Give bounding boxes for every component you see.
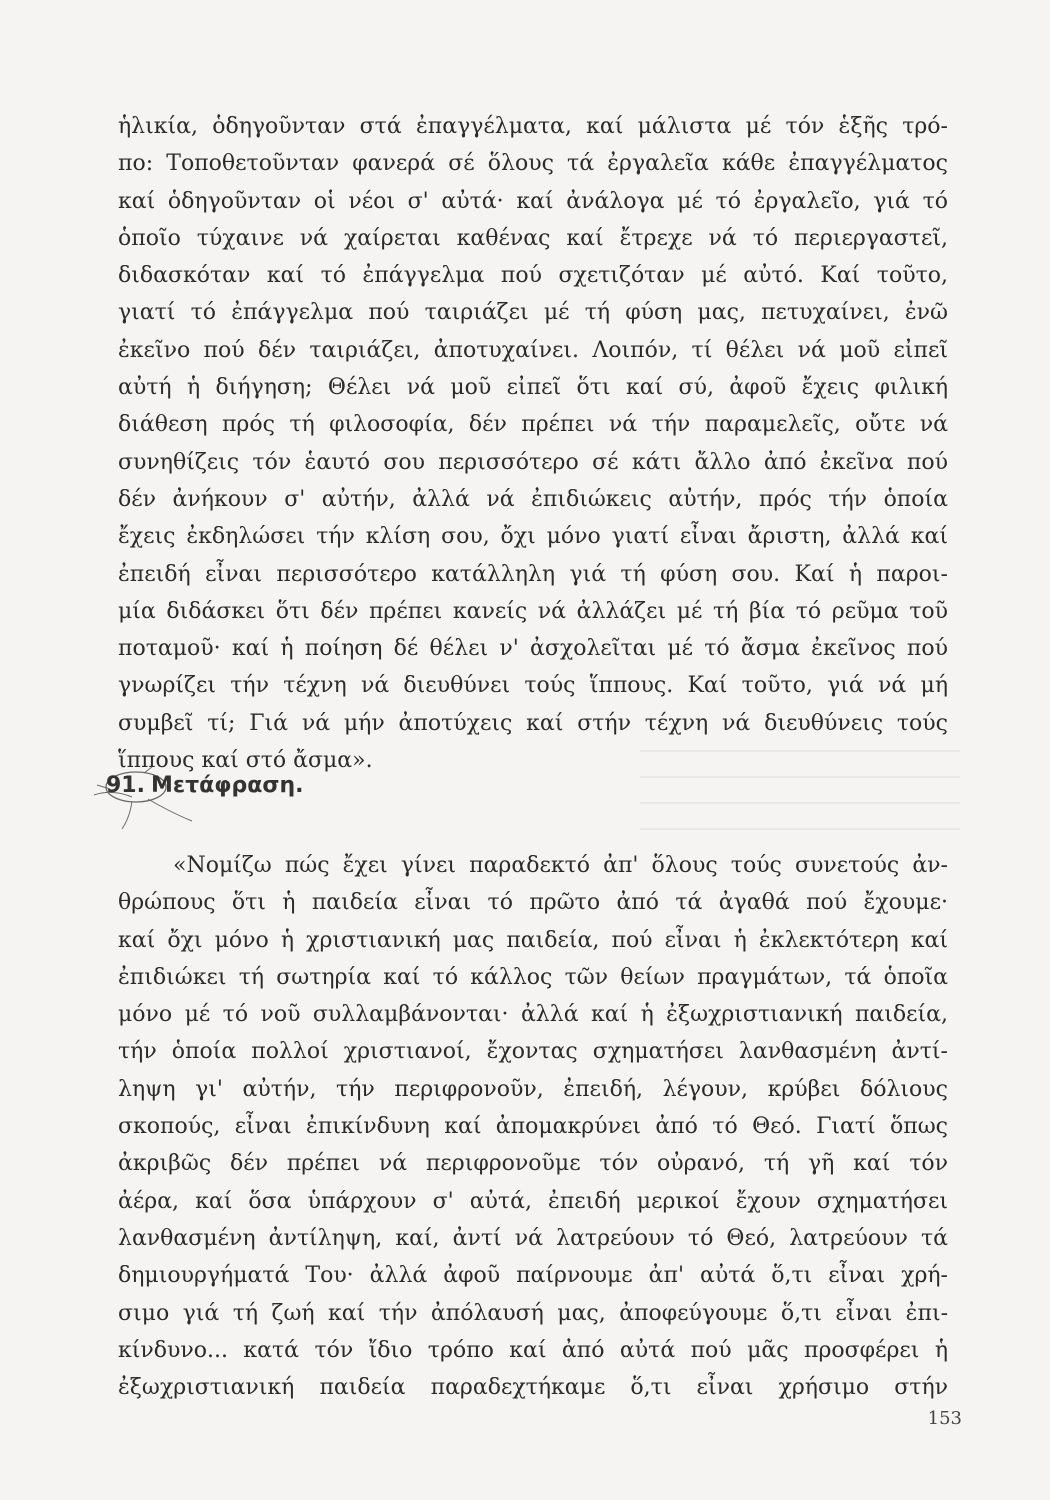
text-line: σιμο γιά τή ζωή καί τήν ἀπόλαυσή μας, ἀποφεύγουμε ὅ,τι εἶναι ἐπι- <box>118 1300 948 1326</box>
text-line: ἡλικία, ὁδηγοῦνταν στά ἐπαγγέλματα, καί μάλιστα μέ τόν ἑξῆς τρό- <box>118 114 948 139</box>
text-line: ἐπιδιώκει τή σωτηρία καί τό κάλλος τῶν θείων πραγμάτων, τά ὁποῖα <box>118 964 948 990</box>
text-line: πο: Τοποθετοῦνταν φανερά σέ ὅλους τά ἐργαλεῖα κάθε ἐπαγγέλματος <box>118 151 948 177</box>
text-line: ἔχεις ἐκδηλώσει τήν κλίση σου, ὄχι μόνο γιατί εἶναι ἄριστη, ἀλλά καί <box>118 524 948 550</box>
text-line: μία διδάσκει ὅτι δέν πρέπει κανείς νά ἀλλάζει μέ τή βία τό ρεῦμα τοῦ <box>118 598 948 624</box>
text-line: ἀκριβῶς δέν πρέπει νά περιφρονοῦμε τόν οὐρανό, τή γῆ καί τόν <box>118 1151 948 1177</box>
text-line: μόνο μέ τό νοῦ συλλαμβάνονται· ἀλλά καί ἡ ἐξωχριστιανική παιδεία, <box>118 1002 948 1028</box>
text-line: τήν ὁποία πολλοί χριστιανοί, ἔχοντας σχηματήσει λανθασμένη ἀντί- <box>118 1039 948 1065</box>
text-line: γιατί τό ἐπάγγελμα πού ταιριάζει μέ τή φύση μας, πετυχαίνει, ἐνῶ <box>118 300 948 326</box>
text-line: καί ὄχι μόνο ἡ χριστιανική μας παιδεία, πού εἶναι ἡ ἐκλεκτότερη καί <box>118 927 948 953</box>
section-heading <box>92 765 432 825</box>
text-line: ἐξωχριστιανική παιδεία παραδεχτήκαμε ὅ,τι εἶναι χρήσιμο στήν <box>118 1375 948 1401</box>
section-title-text: Μετάφραση. <box>150 773 304 798</box>
text-line: αὐτή ἡ διήγηση; Θέλει νά μοῦ εἰπεῖ ὅτι καί σύ, ἀφοῦ ἔχεις φιλική <box>118 375 948 401</box>
text-line: κίνδυνο... κατά τόν ἴδιο τρόπο καί ἀπό αὐτά πού μᾶς προσφέρει ἡ <box>118 1337 948 1363</box>
text-line: ποταμοῦ· καί ἡ ποίηση δέ θέλει ν' ἀσχολεῖται μέ τό ἄσμα ἐκεῖνος πού <box>118 636 948 662</box>
text-line: δέν ἀνήκουν σ' αὐτήν, ἀλλά νά ἐπιδιώκεις αὐτήν, πρός τήν ὁποία <box>118 486 948 512</box>
text-line: ἐπειδή εἶναι περισσότερο κατάλληλη γιά τή φύση σου. Καί ἡ παροι- <box>118 561 948 587</box>
text-line: θρώπους ὅτι ἡ παιδεία εἶναι τό πρῶτο ἀπό τά ἀγαθά πού ἔχουμε· <box>118 890 948 916</box>
text-line: δημιουργήματά Του· ἀλλά ἀφοῦ παίρνουμε ἀπ' αὐτά ὅ,τι εἶναι χρή- <box>118 1263 948 1289</box>
section-number: 91. <box>106 773 145 798</box>
text-line: ληψη γι' αὐτήν, τήν περιφρονοῦν, ἐπειδή, λέγουν, κρύβει δόλιους <box>118 1076 948 1102</box>
paragraph-1 <box>118 108 948 779</box>
text-line: καί ὁδηγοῦνταν οἱ νέοι σ' αὐτά· καί ἀνάλογα μέ τό ἐργαλεῖο, γιά τό <box>118 188 948 214</box>
text-line: ἵππους καί στό ἄσμα». <box>118 748 373 774</box>
section-title <box>106 773 304 798</box>
text-line: διδασκόταν καί τό ἐπάγγελμα πού σχετιζόταν μέ αὐτό. Καί τοῦτο, <box>118 263 948 289</box>
text-line: συμβεῖ τί; Γιά νά μήν ἀποτύχεις καί στήν τέχνη νά διευθύνεις τούς <box>118 710 948 736</box>
text-line: λανθασμένη ἀντίληψη, καί, ἀντί νά λατρεύουν τό Θεό, λατρεύουν τά <box>118 1225 948 1251</box>
text-line: ὁποῖο τύχαινε νά χαίρεται καθένας καί ἔτρεχε νά τό περιεργαστεῖ, <box>118 225 948 251</box>
text-line: σκοπούς, εἶναι ἐπικίνδυνη καί ἀπομακρύνει ἀπό τό Θεό. Γιατί ὅπως <box>118 1114 948 1140</box>
paragraph-2 <box>118 847 948 1406</box>
text-line: γνωρίζει τήν τέχνη νά διευθύνει τούς ἵππους. Καί τοῦτο, γιά νά μή <box>118 673 948 699</box>
text-line: «Νομίζω πώς ἔχει γίνει παραδεκτό ἀπ' ὅλους τούς συνετούς ἀν- <box>173 853 948 878</box>
text-line: ἀέρα, καί ὅσα ὑπάρχουν σ' αὐτά, ἐπειδή μερικοί ἔχουν σχηματήσει <box>118 1188 948 1214</box>
text-line: συνηθίζεις τόν ἑαυτό σου περισσότερο σέ κάτι ἄλλο ἀπό ἐκεῖνα πού <box>118 449 948 475</box>
text-line: ἐκεῖνο πού δέν ταιριάζει, ἀποτυχαίνει. Λοιπόν, τί θέλει νά μοῦ εἰπεῖ <box>118 337 948 363</box>
text-line: διάθεση πρός τή φιλοσοφία, δέν πρέπει νά τήν παραμελεῖς, οὔτε νά <box>118 412 948 438</box>
page-number: 153 <box>927 1408 962 1429</box>
